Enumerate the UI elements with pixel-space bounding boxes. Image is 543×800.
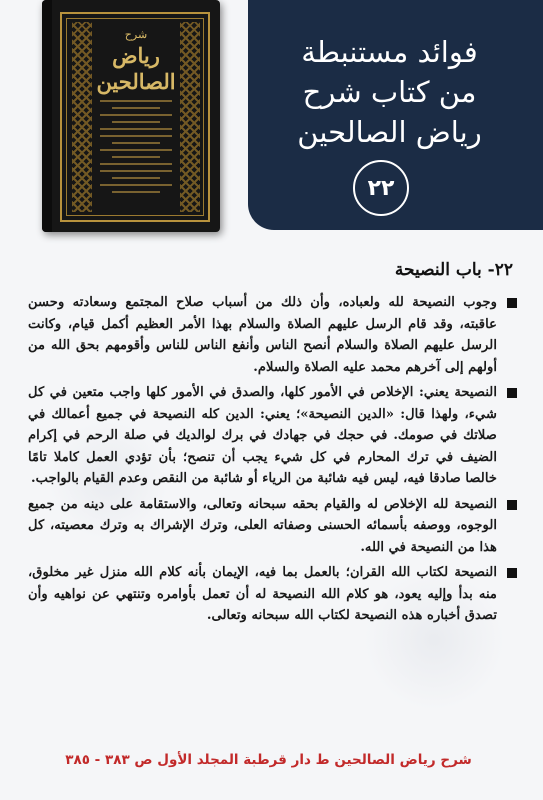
book-cover-main-title: رياض الصالحين: [96, 43, 176, 94]
square-bullet-icon: [507, 500, 517, 510]
book-ornament-left: [72, 22, 92, 212]
article-content: [28, 260, 517, 631]
section-title: ٢٢- باب النصيحة: [394, 260, 513, 280]
square-bullet-icon: [507, 568, 517, 578]
book-spine: [42, 0, 52, 232]
book-cover-small-text: شرح: [124, 28, 148, 41]
paragraph-item: [28, 292, 517, 378]
source-reference: شرح رياض الصالحين ط دار قرطبة المجلد الأول ص ٣٨٣ - ٣٨٥: [65, 752, 472, 768]
paragraph-item: [28, 382, 517, 490]
paragraph-text: وجوب النصيحة لله ولعباده، وأن ذلك من أسباب صلاح المجتمع وسعادته وحسن عاقبته، وقد قام الرسل عليهم الصلاة والسلام بهذا الأمر العظيم أكمل قيام، وكانت الرسل عليهم الصلاة والسلام أنصح الناس وأنفع الناس للناس وأقومهم بحق الله من أولهم إلى آخرهم محمد عليه الصلاة والسلام.: [28, 295, 497, 375]
paragraph-item: [28, 562, 517, 627]
header-title-line3: رياض الصالحين: [297, 115, 482, 149]
book-cover-image: [42, 0, 220, 232]
square-bullet-icon: [507, 388, 517, 398]
paragraph-item: [28, 494, 517, 559]
header-title-line1: فوائد مستنبطة: [301, 35, 478, 69]
book-cover-title: [96, 28, 176, 198]
episode-number-badge: ٢٢: [353, 160, 409, 216]
paragraph-text: النصيحة لله الإخلاص له والقيام بحقه سبحانه وتعالى، والاستقامة على دينه من جميع الوجوه، ووصفه بأسمائه الحسنى وصفاته العلى، وترك الإشراك به وترك معصيته، كل هذا من النصيحة في الله.: [28, 496, 497, 555]
header-title-line2: من كتاب شرح: [302, 75, 477, 109]
book-cover-decorative-lines: [96, 100, 176, 193]
paragraph-text: النصيحة لكتاب الله القران؛ بالعمل بما فيه، الإيمان بأنه كلام الله منزل غير مخلوق، منه بدأ وإليه يعود، هو كلام الله النصيحة له أن تعمل بأوامره وتنتهي عن نواهيه وأن تصدق أخباره هذه النصيحة لكتاب الله سبحانه وتعالى.: [28, 565, 497, 623]
header-title: [258, 32, 521, 152]
header-panel: [248, 0, 543, 230]
square-bullet-icon: [507, 298, 517, 308]
book-ornament-right: [180, 22, 200, 212]
paragraph-text: النصيحة يعني: الإخلاص في الأمور كلها، والصدق في الأمور كلها واجب متعين في كل شيء، ولهذا قال: «الدين النصيحة»؛ يعني: الدين كله النصيحة في جميع أعمالك في صلاتك في صومك. في حجك في جهادك في برك لوالديك في صلة الرحم في إكرام الضيف في ترك المحارم في كل شيء يجب أن تنصح؛ بأن تؤدي العمل كاملا تامًا خالصا صادقا فيه، ليس فيه شائبة من الرياء أو شائبة من النقص وعدم القيام بالواجب.: [28, 385, 497, 486]
